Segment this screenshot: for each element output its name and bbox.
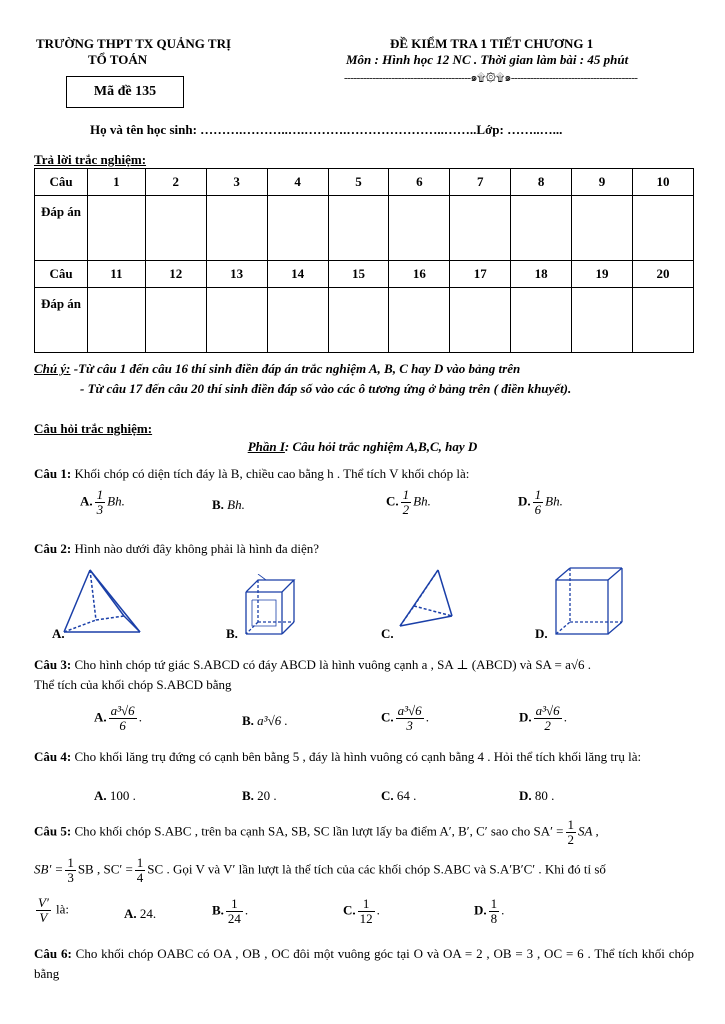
fraction: $\frac{1}{8}$ bbox=[490, 896, 498, 926]
option-text: 20 . bbox=[257, 788, 277, 803]
table-cell: 16 bbox=[389, 261, 450, 288]
option-letter: C. bbox=[381, 788, 394, 803]
question-text: Hình nào dưới đây không phải là hình đa diện? bbox=[71, 541, 320, 556]
option-text: 80 . bbox=[534, 788, 555, 803]
answer-table bbox=[34, 168, 694, 353]
table-cell: Câu bbox=[35, 261, 88, 288]
fraction: $\frac{\text{a³√6}}{2}$ bbox=[535, 703, 560, 733]
answer-cell[interactable] bbox=[450, 196, 511, 261]
q5-option-c[interactable]: C. $\frac{1}{12}$ . bbox=[343, 896, 380, 926]
department-name: TỔ TOÁN bbox=[88, 52, 148, 67]
table-cell: 9 bbox=[572, 169, 633, 196]
student-info-line: Họ và tên học sinh: ……….………..….……….…………………..……..Lớp: ……..…... bbox=[90, 122, 563, 137]
question-4 bbox=[34, 747, 694, 767]
question-2 bbox=[34, 539, 694, 559]
option-letter: A. bbox=[94, 709, 107, 725]
q2-option-d[interactable]: D. bbox=[535, 626, 548, 641]
note-line-1 bbox=[34, 361, 520, 377]
q3-option-a[interactable]: A. $\frac{\text{a³√6}}{6}$ . bbox=[94, 703, 142, 733]
q3-option-d[interactable]: D. $\frac{\text{a³√6}}{2}$ . bbox=[519, 703, 567, 733]
question-1 bbox=[34, 464, 694, 484]
answer-cell[interactable] bbox=[632, 196, 693, 261]
q5-option-b[interactable]: B. $\frac{1}{24}$ . bbox=[212, 896, 249, 926]
table-cell: 12 bbox=[145, 261, 206, 288]
fraction: $\frac{\text{a³√6}}{3}$ bbox=[397, 703, 422, 733]
option-letter: D. bbox=[519, 709, 532, 725]
option-letter: B. bbox=[212, 902, 224, 918]
question-5-line-1 bbox=[34, 818, 696, 847]
school-name: TRƯỜNG THPT TX QUẢNG TRỊ bbox=[36, 36, 232, 51]
table-cell: 18 bbox=[511, 261, 572, 288]
header-divider: ----------------------------------------๑۩۞۩๑---------------------------------------- bbox=[344, 72, 638, 84]
question-text: Cho khối chóp OABC có OA , OB , OC đôi một vuông góc tại O và OA = 2 , OB = 3 , OC = 6 . Thể tích khối chóp bằng bbox=[34, 946, 695, 981]
table-cell: Đáp án bbox=[35, 196, 88, 261]
table-cell: 5 bbox=[328, 169, 389, 196]
table-cell: 19 bbox=[572, 261, 633, 288]
option-letter: A. bbox=[94, 788, 107, 803]
table-cell: 13 bbox=[206, 261, 267, 288]
q5-option-d[interactable]: D. $\frac{1}{8}$ . bbox=[474, 896, 505, 926]
table-row bbox=[35, 288, 694, 353]
answer-cell[interactable] bbox=[572, 196, 633, 261]
question-text: Cho khối lăng trụ đứng có cạnh bên bằng 5 , đáy là hình vuông có cạnh bằng 4 . Hỏi thể tích khối lăng trụ là: bbox=[71, 749, 642, 764]
fraction: $\frac{1}{24}$ bbox=[227, 896, 241, 926]
q4-option-c[interactable] bbox=[381, 788, 416, 804]
table-cell: 4 bbox=[267, 169, 328, 196]
q4-option-d[interactable] bbox=[519, 788, 554, 804]
option-text: a³√6 . bbox=[257, 713, 288, 728]
q3-option-c[interactable]: C. $\frac{\text{a³√6}}{3}$ . bbox=[381, 703, 429, 733]
question-text-cont: Thể tích của khối chóp S.ABCD bằng bbox=[34, 677, 232, 692]
question-text: SA , bbox=[578, 823, 599, 839]
note-text-1: -Từ câu 1 đến câu 16 thí sinh điền đáp án trắc nghiệm A, B, C hay D vào bảng trên bbox=[70, 361, 521, 376]
note-line-2: - Từ câu 17 đến câu 20 thí sinh điền đáp số vào các ô tương ứng ở bảng trên ( điền khuyết). bbox=[80, 381, 572, 396]
part-title bbox=[0, 439, 725, 455]
option-letter: C. bbox=[386, 493, 399, 509]
answer-cell[interactable] bbox=[145, 288, 206, 353]
answer-cell[interactable] bbox=[328, 288, 389, 353]
fraction: $\frac{1}{6}$ bbox=[534, 487, 542, 517]
answer-cell[interactable] bbox=[450, 288, 511, 353]
option-letter: D. bbox=[474, 902, 487, 918]
answer-cell[interactable] bbox=[511, 288, 572, 353]
fraction: $\frac{1}{3}$ bbox=[67, 855, 74, 885]
answer-cell[interactable] bbox=[145, 196, 206, 261]
question-label: Câu 1: bbox=[34, 466, 72, 481]
answer-cell[interactable] bbox=[328, 196, 389, 261]
q1-option-d[interactable] bbox=[518, 488, 563, 517]
option-letter: C. bbox=[381, 709, 394, 725]
fraction: $\frac{1}{12}$ bbox=[359, 896, 373, 926]
table-row bbox=[35, 261, 694, 288]
option-text: 64 . bbox=[396, 788, 417, 803]
q2-figure-a bbox=[52, 566, 162, 642]
q2-option-c[interactable]: C. bbox=[381, 626, 394, 641]
q2-figure-c bbox=[394, 566, 474, 638]
q2-option-a[interactable]: A. bbox=[52, 626, 65, 641]
table-cell: 11 bbox=[88, 261, 146, 288]
answer-cell[interactable] bbox=[206, 288, 267, 353]
table-cell: 7 bbox=[450, 169, 511, 196]
q2-option-b[interactable]: B. bbox=[226, 626, 238, 641]
fraction: $\frac{\text{a³√6}}{6}$ bbox=[110, 703, 135, 733]
question-text: Cho hình chóp tứ giác S.ABCD có đáy ABCD là hình vuông cạnh a , SA ⊥ (ABCD) và SA = a√6 . bbox=[71, 657, 591, 672]
question-label: Câu 5: bbox=[34, 823, 72, 839]
answer-cell[interactable] bbox=[267, 196, 328, 261]
question-3 bbox=[34, 655, 694, 695]
question-text: Khối chóp có diện tích đáy là B, chiều cao bằng h . Thể tích V khối chóp là: bbox=[71, 466, 470, 481]
tetrahedron-shape bbox=[400, 570, 452, 626]
table-row bbox=[35, 196, 694, 261]
option-letter: A. bbox=[124, 906, 137, 921]
answer-cell[interactable] bbox=[389, 196, 450, 261]
answer-cell[interactable] bbox=[88, 196, 146, 261]
answer-cell[interactable] bbox=[88, 288, 146, 353]
part-text: : Câu hỏi trắc nghiệm A,B,C, hay D bbox=[284, 439, 478, 454]
q4-option-b[interactable] bbox=[242, 788, 277, 804]
answer-cell[interactable] bbox=[511, 196, 572, 261]
question-5-line-3: $\frac{V'}{V}$ là: bbox=[38, 895, 70, 925]
q2-figure-d bbox=[552, 566, 632, 638]
table-row bbox=[35, 169, 694, 196]
option-text: Bh. bbox=[413, 493, 431, 509]
table-cell: 8 bbox=[511, 169, 572, 196]
option-letter: D. bbox=[518, 493, 531, 509]
table-cell: Câu bbox=[35, 169, 88, 196]
cube-shape bbox=[556, 568, 622, 634]
table-cell: Đáp án bbox=[35, 288, 88, 353]
table-cell: 6 bbox=[389, 169, 450, 196]
option-text: Bh. bbox=[227, 497, 245, 512]
note-label: Chú ý: bbox=[34, 361, 71, 376]
question-label: Câu 4: bbox=[34, 749, 72, 764]
answer-cell[interactable] bbox=[572, 288, 633, 353]
pyramid-shape bbox=[64, 570, 140, 632]
question-text: Cho khối chóp S.ABC , trên ba cạnh SA, SB, SC lần lượt lấy ba điểm A′, B′, C′ sao cho SA′ = bbox=[71, 823, 564, 839]
fraction: $\frac{V'}{V}$ bbox=[38, 895, 49, 925]
option-letter: A. bbox=[80, 493, 93, 509]
table-cell: 20 bbox=[632, 261, 693, 288]
answer-table-title: Trả lời trắc nghiệm: bbox=[34, 152, 147, 167]
q5-option-a[interactable] bbox=[124, 906, 156, 922]
question-label: Câu 6: bbox=[34, 946, 72, 961]
fraction: $\frac{1}{2}$ bbox=[402, 487, 410, 517]
q3-option-b[interactable] bbox=[242, 713, 288, 729]
table-cell: 2 bbox=[145, 169, 206, 196]
house-shape bbox=[246, 574, 294, 634]
fraction: $\frac{1}{4}$ bbox=[136, 855, 144, 885]
option-letter: B. bbox=[212, 497, 224, 512]
section-title: Câu hỏi trắc nghiệm: bbox=[34, 421, 153, 436]
option-letter: C. bbox=[343, 902, 356, 918]
option-text: 24. bbox=[139, 906, 157, 921]
table-cell: 1 bbox=[88, 169, 146, 196]
answer-cell[interactable] bbox=[632, 288, 693, 353]
table-cell: 17 bbox=[450, 261, 511, 288]
part-label: Phần I bbox=[247, 439, 285, 454]
option-text: Bh. bbox=[545, 493, 563, 509]
q4-option-a[interactable] bbox=[94, 788, 136, 804]
question-5-line-2: SB′ = $\frac{1}{3}$ SB , SC′ = $\frac{1}{4}$ SC . Gọi V và V′ lần lượt là thể tích của các khối chóp S.ABC và S.A′B′C′ . Khi đó tỉ số bbox=[34, 855, 606, 885]
exam-subject-line: Môn : Hình học 12 NC . Thời gian làm bài : 45 phút bbox=[346, 52, 629, 67]
option-text: Bh. bbox=[107, 493, 125, 509]
exam-title: ĐỀ KIỂM TRA 1 TIẾT CHƯƠNG 1 bbox=[390, 36, 594, 51]
table-cell: 14 bbox=[267, 261, 328, 288]
option-letter: B. bbox=[242, 788, 254, 803]
table-cell: 15 bbox=[328, 261, 389, 288]
question-label: Câu 3: bbox=[34, 657, 72, 672]
answer-cell[interactable] bbox=[206, 196, 267, 261]
option-text: 100 . bbox=[109, 788, 136, 803]
option-letter: B. bbox=[242, 713, 254, 728]
question-label: Câu 2: bbox=[34, 541, 72, 556]
answer-cell[interactable] bbox=[267, 288, 328, 353]
answer-cell[interactable] bbox=[389, 288, 450, 353]
q1-option-a[interactable] bbox=[80, 488, 125, 517]
option-letter: D. bbox=[519, 788, 532, 803]
question-6 bbox=[34, 944, 694, 984]
q1-option-c[interactable] bbox=[386, 488, 431, 517]
fraction: $\frac{1}{2}$ bbox=[567, 817, 575, 847]
q1-option-b[interactable] bbox=[212, 497, 245, 513]
fraction: $\frac{1}{3}$ bbox=[96, 487, 104, 517]
exam-code-box: Mã đề 135 bbox=[66, 76, 184, 108]
q2-figure-b bbox=[236, 574, 306, 640]
table-cell: 10 bbox=[632, 169, 693, 196]
table-cell: 3 bbox=[206, 169, 267, 196]
